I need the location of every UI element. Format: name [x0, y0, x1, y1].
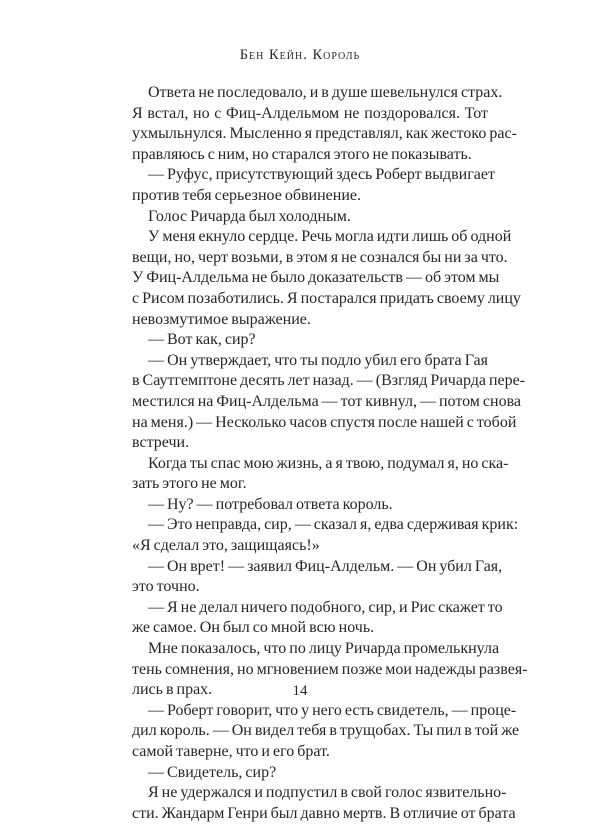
text-line: Когда ты спас мою жизнь, а я твою, подумал я, но ска- — [148, 454, 509, 472]
running-head: Бен Кейн. Король — [239, 47, 361, 63]
text-line: — Роберт говорит, что у него есть свидетель, — проце- — [148, 701, 517, 719]
text-line: вещи, но, черт возьми, в этом я не сознался бы ни за что. — [132, 248, 508, 266]
text-line: это точно. — [132, 578, 200, 596]
text-line: Мне показалось, что по лицу Ричарда промелькнула — [148, 640, 500, 658]
text-line: — Руфус, присутствующий здесь Роберт выдвигает — [148, 166, 495, 184]
body-text — [132, 83, 528, 824]
text-line: местился на Фиц-Алдельма — тот кивнул, — потом снова — [132, 392, 522, 410]
text-line: самой таверне, что и его брат. — [132, 743, 330, 760]
text-line: тень сомнения, но мгновением позже мои надежды развея- — [132, 660, 528, 678]
text-line: Ответа не последовало, и в душе шевельнулся страх. — [148, 84, 503, 101]
text-line: У Фиц-Алдельма не было доказательств — об этом мы — [132, 269, 500, 287]
text-line: сти. Жандарм Генри был давно мертв. В отличие от брата — [132, 804, 516, 822]
text-line: — Вот как, сир? — [148, 331, 256, 349]
text-line: — Он утверждает, что ты подло убил его брата Гая — [148, 351, 488, 369]
text-line: ухмыльнулся. Мысленно я представлял, как жестоко рас- — [132, 125, 517, 143]
text-line: «Я сделал это, защищаясь!» — [132, 537, 320, 555]
text-line: зать этого не мог. — [132, 475, 247, 493]
page-number: 14 — [292, 683, 308, 699]
text-line: против тебя серьезное обвинение. — [132, 186, 361, 204]
text-line: лись в прах. — [132, 681, 213, 699]
text-line: Голос Ричарда был холодным. — [148, 207, 351, 225]
text-line: на меня.) — Несколько часов спустя после нашей с тобой — [132, 413, 517, 431]
text-line: — Я не делал ничего подобного, сир, и Рис скажет то — [148, 598, 503, 616]
text-line: — Это неправда, сир, — сказал я, едва сдерживая крик: — [148, 516, 519, 534]
text-line: невозмутимое выражение. — [132, 310, 311, 328]
text-line: дил король. — Он видел тебя в трущобах. Ты пил в той же — [132, 722, 520, 740]
text-line: — Свидетель, сир? — [148, 763, 277, 781]
text-line: правляюсь с ним, но старался этого не показывать. — [132, 145, 472, 163]
text-line: же самое. Он был со мной всю ночь. — [132, 619, 375, 637]
text-line: У меня екнуло сердце. Речь могла идти лишь об одной — [148, 228, 512, 246]
text-line: встречи. — [132, 434, 190, 452]
text-line: в Саутгемптоне десять лет назад. — (Взгляд Ричарда пере- — [132, 372, 526, 390]
text-line: с Рисом позаботились. Я постарался придать своему лицу — [132, 289, 521, 307]
text-line: Я не удержался и подпустил в свой голос язвительно- — [148, 784, 507, 802]
text-line: — Он врет! — заявил Фиц-Алдельм. — Он убил Гая, — [148, 557, 503, 575]
text-line: — Ну? — потребовал ответа король. — [148, 495, 393, 513]
text-line: Я встал, но с Фиц-Алдельмом не поздоровался. Тот — [132, 104, 488, 122]
